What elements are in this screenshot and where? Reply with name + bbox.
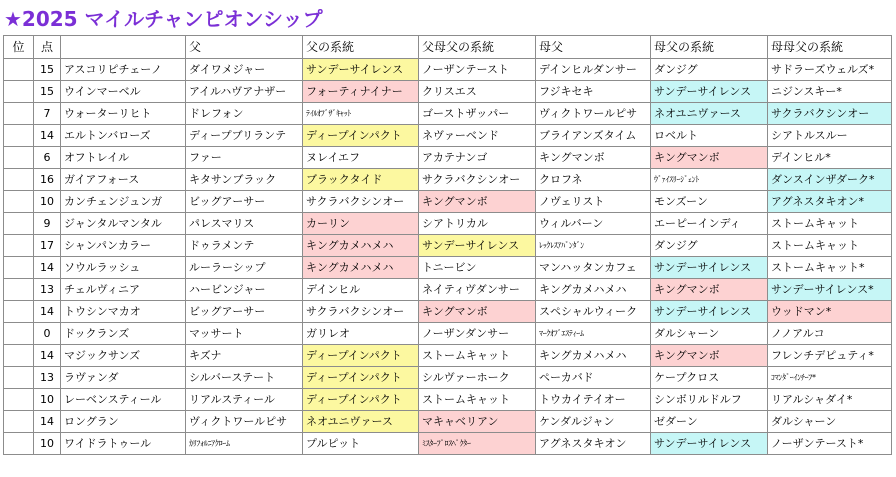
table-row — [4, 323, 892, 345]
rank-cell — [4, 235, 34, 257]
dam-sire-cell: デインヒルダンサー — [536, 59, 651, 81]
sire-dam-sire-line-cell: マキャベリアン — [419, 411, 536, 433]
sire-dam-sire-line-cell: ネヴァーベンド — [419, 125, 536, 147]
sire-dam-sire-line-cell: ゴーストザッパー — [419, 103, 536, 125]
rank-cell — [4, 345, 34, 367]
sire-line-cell: ディープインパクト — [303, 389, 419, 411]
dam-sire-cell: キングカメハメハ — [536, 345, 651, 367]
rank-cell — [4, 257, 34, 279]
points-cell: 14 — [34, 125, 61, 147]
dam-sire-line-cell: ダルシャーン — [651, 323, 768, 345]
horse-name-cell: ウォーターリヒト — [61, 103, 186, 125]
sire-dam-sire-line-cell: ストームキャット — [419, 389, 536, 411]
dam-sire-line-cell: ダンジグ — [651, 59, 768, 81]
table-row — [4, 147, 892, 169]
header-sire-line: 父の系統 — [303, 36, 419, 59]
header-points: 点 — [34, 36, 61, 59]
rank-cell — [4, 433, 34, 455]
rank-cell — [4, 279, 34, 301]
table-row — [4, 125, 892, 147]
dam-sire-line-cell: ネオユニヴァース — [651, 103, 768, 125]
dam-sire-line-cell: シンボリルドルフ — [651, 389, 768, 411]
horse-name-cell: レーベンスティール — [61, 389, 186, 411]
points-cell: 13 — [34, 367, 61, 389]
points-cell: 15 — [34, 81, 61, 103]
rank-cell — [4, 147, 34, 169]
dam-dam-sire-line-cell: ウッドマン* — [768, 301, 892, 323]
horse-name-cell: ドックランズ — [61, 323, 186, 345]
table-row — [4, 389, 892, 411]
dam-sire-line-cell: キングマンボ — [651, 279, 768, 301]
horse-name-cell: チェルヴィニア — [61, 279, 186, 301]
sire-cell: ドレフォン — [186, 103, 303, 125]
sire-dam-sire-line-cell: ﾐｽﾀｰﾌﾟﾛｽﾍﾟｸﾀｰ — [419, 433, 536, 455]
sire-dam-sire-line-cell: ノーザンテースト — [419, 59, 536, 81]
table-row — [4, 279, 892, 301]
dam-sire-line-cell: ロベルト — [651, 125, 768, 147]
dam-dam-sire-line-cell: デインヒル* — [768, 147, 892, 169]
dam-sire-line-cell: キングマンボ — [651, 345, 768, 367]
sire-dam-sire-line-cell: ノーザンダンサー — [419, 323, 536, 345]
horse-name-cell: ソウルラッシュ — [61, 257, 186, 279]
sire-cell: ビッグアーサー — [186, 191, 303, 213]
table-row — [4, 411, 892, 433]
dam-sire-line-cell: エーピーインディ — [651, 213, 768, 235]
header-horse — [61, 36, 186, 59]
horse-name-cell: ロングラン — [61, 411, 186, 433]
header-rank: 位 — [4, 36, 34, 59]
sire-dam-sire-line-cell: ネイティヴダンサー — [419, 279, 536, 301]
sire-cell: ｶﾘﾌｫﾙﾆｱｸﾛｰﾑ — [186, 433, 303, 455]
sire-cell: パレスマリス — [186, 213, 303, 235]
sire-line-cell: プルピット — [303, 433, 419, 455]
points-cell: 6 — [34, 147, 61, 169]
dam-sire-line-cell: キングマンボ — [651, 147, 768, 169]
sire-cell: ルーラーシップ — [186, 257, 303, 279]
horse-name-cell: オフトレイル — [61, 147, 186, 169]
points-cell: 17 — [34, 235, 61, 257]
dam-sire-cell: ヴィクトワールピサ — [536, 103, 651, 125]
horse-name-cell: ラヴァンダ — [61, 367, 186, 389]
horse-name-cell: ウインマーベル — [61, 81, 186, 103]
horse-name-cell: トウシンマカオ — [61, 301, 186, 323]
sire-dam-sire-line-cell: トニービン — [419, 257, 536, 279]
rank-cell — [4, 411, 34, 433]
sire-line-cell: ヌレイエフ — [303, 147, 419, 169]
horse-name-cell: ジャンタルマンタル — [61, 213, 186, 235]
table-row — [4, 213, 892, 235]
rank-cell — [4, 389, 34, 411]
page-title: ★2025 マイルチャンピオンシップ — [4, 7, 323, 31]
dam-sire-cell: ペーカバド — [536, 367, 651, 389]
sire-line-cell: フォーティナイナー — [303, 81, 419, 103]
dam-dam-sire-line-cell: ノーザンテースト* — [768, 433, 892, 455]
dam-dam-sire-line-cell: ストームキャット* — [768, 257, 892, 279]
dam-sire-line-cell: ゼダーン — [651, 411, 768, 433]
points-cell: 10 — [34, 191, 61, 213]
sire-line-cell: サクラバクシンオー — [303, 301, 419, 323]
table-row — [4, 257, 892, 279]
sire-dam-sire-line-cell: アカテナンゴ — [419, 147, 536, 169]
dam-sire-cell: ﾚｯｸﾚｽｱﾊﾞﾝﾀﾞﾝ — [536, 235, 651, 257]
sire-line-cell: ネオユニヴァース — [303, 411, 419, 433]
sire-cell: ディープブリランテ — [186, 125, 303, 147]
dam-dam-sire-line-cell: サドラーズウェルズ* — [768, 59, 892, 81]
rank-cell — [4, 367, 34, 389]
sire-line-cell: ﾃｲﾙｵﾌﾞｻﾞｷｬｯﾄ — [303, 103, 419, 125]
dam-dam-sire-line-cell: ニジンスキー* — [768, 81, 892, 103]
header-dam-sire: 母父 — [536, 36, 651, 59]
sire-line-cell: キングカメハメハ — [303, 257, 419, 279]
sire-cell: キズナ — [186, 345, 303, 367]
sire-cell: リアルスティール — [186, 389, 303, 411]
dam-sire-cell: キングカメハメハ — [536, 279, 651, 301]
dam-sire-cell: クロフネ — [536, 169, 651, 191]
dam-sire-line-cell: サンデーサイレンス — [651, 433, 768, 455]
pedigree-table — [3, 35, 892, 455]
header-sire: 父 — [186, 36, 303, 59]
dam-sire-line-cell: ケープクロス — [651, 367, 768, 389]
dam-sire-cell: ケンダルジャン — [536, 411, 651, 433]
dam-dam-sire-line-cell: フレンチデピュティ* — [768, 345, 892, 367]
sire-cell: シルバーステート — [186, 367, 303, 389]
sire-dam-sire-line-cell: シルヴァーホーク — [419, 367, 536, 389]
dam-sire-cell: ウィルバーン — [536, 213, 651, 235]
header-dam-dam-sire-line: 母母父の系統 — [768, 36, 892, 59]
sire-line-cell: ディープインパクト — [303, 125, 419, 147]
dam-sire-cell: ブライアンズタイム — [536, 125, 651, 147]
horse-name-cell: アスコリピチェーノ — [61, 59, 186, 81]
header-row — [4, 36, 892, 59]
dam-sire-cell: ノヴェリスト — [536, 191, 651, 213]
sire-line-cell: ガリレオ — [303, 323, 419, 345]
dam-sire-cell: キングマンボ — [536, 147, 651, 169]
points-cell: 0 — [34, 323, 61, 345]
sire-cell: ファー — [186, 147, 303, 169]
sire-line-cell: サクラバクシンオー — [303, 191, 419, 213]
sire-cell: アイルハヴアナザー — [186, 81, 303, 103]
sire-line-cell: キングカメハメハ — [303, 235, 419, 257]
dam-sire-line-cell: サンデーサイレンス — [651, 301, 768, 323]
dam-sire-cell: トウカイテイオー — [536, 389, 651, 411]
horse-name-cell: シャンパンカラー — [61, 235, 186, 257]
horse-name-cell: マジックサンズ — [61, 345, 186, 367]
horse-name-cell: カンチェンジュンガ — [61, 191, 186, 213]
points-cell: 10 — [34, 389, 61, 411]
points-cell: 14 — [34, 301, 61, 323]
table-row — [4, 235, 892, 257]
dam-dam-sire-line-cell: ダンスインザダーク* — [768, 169, 892, 191]
points-cell: 10 — [34, 433, 61, 455]
sire-dam-sire-line-cell: ストームキャット — [419, 345, 536, 367]
sire-line-cell: サンデーサイレンス — [303, 59, 419, 81]
points-cell: 16 — [34, 169, 61, 191]
points-cell: 14 — [34, 257, 61, 279]
horse-name-cell: ワイドラトゥール — [61, 433, 186, 455]
dam-dam-sire-line-cell: サクラバクシンオー — [768, 103, 892, 125]
sire-dam-sire-line-cell: クリスエス — [419, 81, 536, 103]
dam-sire-cell: スペシャルウィーク — [536, 301, 651, 323]
sire-cell: ハービンジャー — [186, 279, 303, 301]
points-cell: 13 — [34, 279, 61, 301]
sire-cell: ビッグアーサー — [186, 301, 303, 323]
sire-line-cell: ブラックタイド — [303, 169, 419, 191]
table-row — [4, 191, 892, 213]
dam-sire-line-cell: サンデーサイレンス — [651, 257, 768, 279]
sire-cell: マッサート — [186, 323, 303, 345]
points-cell: 7 — [34, 103, 61, 125]
sire-dam-sire-line-cell: キングマンボ — [419, 301, 536, 323]
points-cell: 14 — [34, 345, 61, 367]
points-cell: 14 — [34, 411, 61, 433]
table-row — [4, 301, 892, 323]
sire-line-cell: デインヒル — [303, 279, 419, 301]
dam-sire-line-cell: ｳﾞｧｲｽﾘｰｼﾞｪﾝﾄ — [651, 169, 768, 191]
sire-line-cell: カーリン — [303, 213, 419, 235]
horse-name-cell: ガイアフォース — [61, 169, 186, 191]
dam-dam-sire-line-cell: ストームキャット — [768, 213, 892, 235]
sire-dam-sire-line-cell: サクラバクシンオー — [419, 169, 536, 191]
table-row — [4, 103, 892, 125]
table-row — [4, 345, 892, 367]
dam-dam-sire-line-cell: シアトルスルー — [768, 125, 892, 147]
table-row — [4, 367, 892, 389]
rank-cell — [4, 103, 34, 125]
rank-cell — [4, 169, 34, 191]
points-cell: 9 — [34, 213, 61, 235]
dam-dam-sire-line-cell: ストームキャット — [768, 235, 892, 257]
sire-dam-sire-line-cell: サンデーサイレンス — [419, 235, 536, 257]
table-row — [4, 169, 892, 191]
sire-line-cell: ディープインパクト — [303, 345, 419, 367]
rank-cell — [4, 81, 34, 103]
sire-cell: ヴィクトワールピサ — [186, 411, 303, 433]
sire-cell: キタサンブラック — [186, 169, 303, 191]
points-cell: 15 — [34, 59, 61, 81]
rank-cell — [4, 301, 34, 323]
sire-cell: ドゥラメンテ — [186, 235, 303, 257]
dam-sire-cell: アグネスタキオン — [536, 433, 651, 455]
sire-cell: ダイワメジャー — [186, 59, 303, 81]
sire-dam-sire-line-cell: キングマンボ — [419, 191, 536, 213]
rank-cell — [4, 125, 34, 147]
table-row — [4, 433, 892, 455]
dam-dam-sire-line-cell: ノノアルコ — [768, 323, 892, 345]
rank-cell — [4, 59, 34, 81]
dam-dam-sire-line-cell: ダルシャーン — [768, 411, 892, 433]
sire-dam-sire-line-cell: シアトリカル — [419, 213, 536, 235]
dam-sire-cell: マンハッタンカフェ — [536, 257, 651, 279]
horse-name-cell: エルトンバローズ — [61, 125, 186, 147]
header-sire-dam-sire-line: 父母父の系統 — [419, 36, 536, 59]
table-row — [4, 59, 892, 81]
dam-sire-cell: フジキセキ — [536, 81, 651, 103]
dam-dam-sire-line-cell: リアルシャダイ* — [768, 389, 892, 411]
rank-cell — [4, 191, 34, 213]
dam-dam-sire-line-cell: サンデーサイレンス* — [768, 279, 892, 301]
dam-dam-sire-line-cell: ｺﾏﾝﾀﾞｰｲﾝﾁｰﾌ* — [768, 367, 892, 389]
rank-cell — [4, 323, 34, 345]
header-dam-sire-line: 母父の系統 — [651, 36, 768, 59]
rank-cell — [4, 213, 34, 235]
dam-sire-line-cell: モンズーン — [651, 191, 768, 213]
dam-sire-line-cell: サンデーサイレンス — [651, 81, 768, 103]
table-row — [4, 81, 892, 103]
dam-dam-sire-line-cell: アグネスタキオン* — [768, 191, 892, 213]
dam-sire-line-cell: ダンジグ — [651, 235, 768, 257]
sire-line-cell: ディープインパクト — [303, 367, 419, 389]
dam-sire-cell: ﾏｰｸｵﾌﾞｴｽﾃｨｰﾑ — [536, 323, 651, 345]
